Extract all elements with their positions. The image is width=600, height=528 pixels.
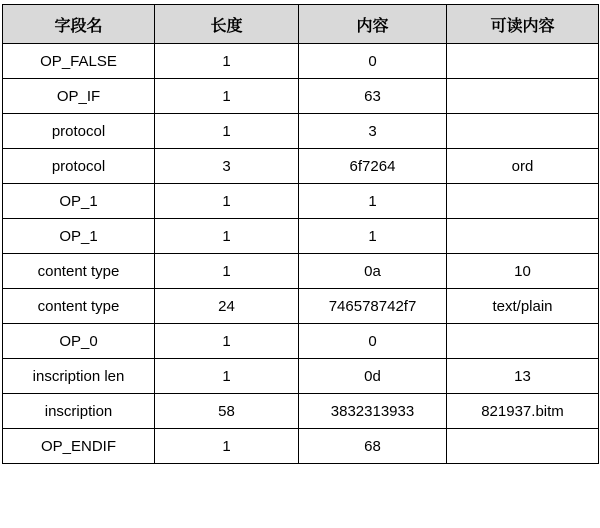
cell-readable: text/plain	[447, 289, 599, 324]
cell-field-name: inscription	[3, 394, 155, 429]
cell-content: 6f7264	[299, 149, 447, 184]
cell-readable	[447, 114, 599, 149]
table-row	[3, 149, 599, 184]
cell-field-name: inscription len	[3, 359, 155, 394]
cell-field-name: protocol	[3, 114, 155, 149]
column-header-readable-content: 可读内容	[447, 5, 599, 44]
cell-content: 68	[299, 429, 447, 464]
cell-content: 746578742f7	[299, 289, 447, 324]
cell-readable: ord	[447, 149, 599, 184]
cell-field-name: OP_FALSE	[3, 44, 155, 79]
cell-readable	[447, 44, 599, 79]
cell-field-name: content type	[3, 289, 155, 324]
table-row	[3, 324, 599, 359]
table-row	[3, 429, 599, 464]
cell-length: 1	[155, 44, 299, 79]
cell-field-name: protocol	[3, 149, 155, 184]
table-row	[3, 359, 599, 394]
cell-length: 1	[155, 219, 299, 254]
cell-length: 3	[155, 149, 299, 184]
cell-readable	[447, 324, 599, 359]
cell-length: 1	[155, 184, 299, 219]
cell-field-name: OP_IF	[3, 79, 155, 114]
cell-length: 58	[155, 394, 299, 429]
cell-content: 0a	[299, 254, 447, 289]
table-body	[3, 44, 599, 464]
cell-length: 1	[155, 359, 299, 394]
table-header	[3, 5, 599, 44]
column-header-content: 内容	[299, 5, 447, 44]
cell-field-name: OP_1	[3, 219, 155, 254]
script-fields-table	[2, 4, 599, 464]
column-header-field-name: 字段名	[3, 5, 155, 44]
cell-field-name: OP_1	[3, 184, 155, 219]
cell-length: 1	[155, 79, 299, 114]
cell-content: 0d	[299, 359, 447, 394]
cell-content: 1	[299, 219, 447, 254]
table-row	[3, 254, 599, 289]
cell-length: 1	[155, 114, 299, 149]
cell-readable	[447, 429, 599, 464]
table-row	[3, 79, 599, 114]
cell-readable: 10	[447, 254, 599, 289]
table-row	[3, 44, 599, 79]
cell-length: 1	[155, 254, 299, 289]
cell-length: 1	[155, 324, 299, 359]
table-row	[3, 114, 599, 149]
cell-readable	[447, 184, 599, 219]
cell-content: 63	[299, 79, 447, 114]
cell-content: 3	[299, 114, 447, 149]
table-row	[3, 219, 599, 254]
cell-readable: 13	[447, 359, 599, 394]
table-header-row	[3, 5, 599, 44]
column-header-length: 长度	[155, 5, 299, 44]
table-row	[3, 184, 599, 219]
cell-field-name: content type	[3, 254, 155, 289]
cell-content: 0	[299, 324, 447, 359]
cell-content: 1	[299, 184, 447, 219]
cell-field-name: OP_ENDIF	[3, 429, 155, 464]
cell-readable: 821937.bitm	[447, 394, 599, 429]
cell-readable	[447, 219, 599, 254]
cell-readable	[447, 79, 599, 114]
table-row	[3, 394, 599, 429]
cell-length: 24	[155, 289, 299, 324]
cell-content: 3832313933	[299, 394, 447, 429]
cell-field-name: OP_0	[3, 324, 155, 359]
cell-length: 1	[155, 429, 299, 464]
table-row	[3, 289, 599, 324]
cell-content: 0	[299, 44, 447, 79]
